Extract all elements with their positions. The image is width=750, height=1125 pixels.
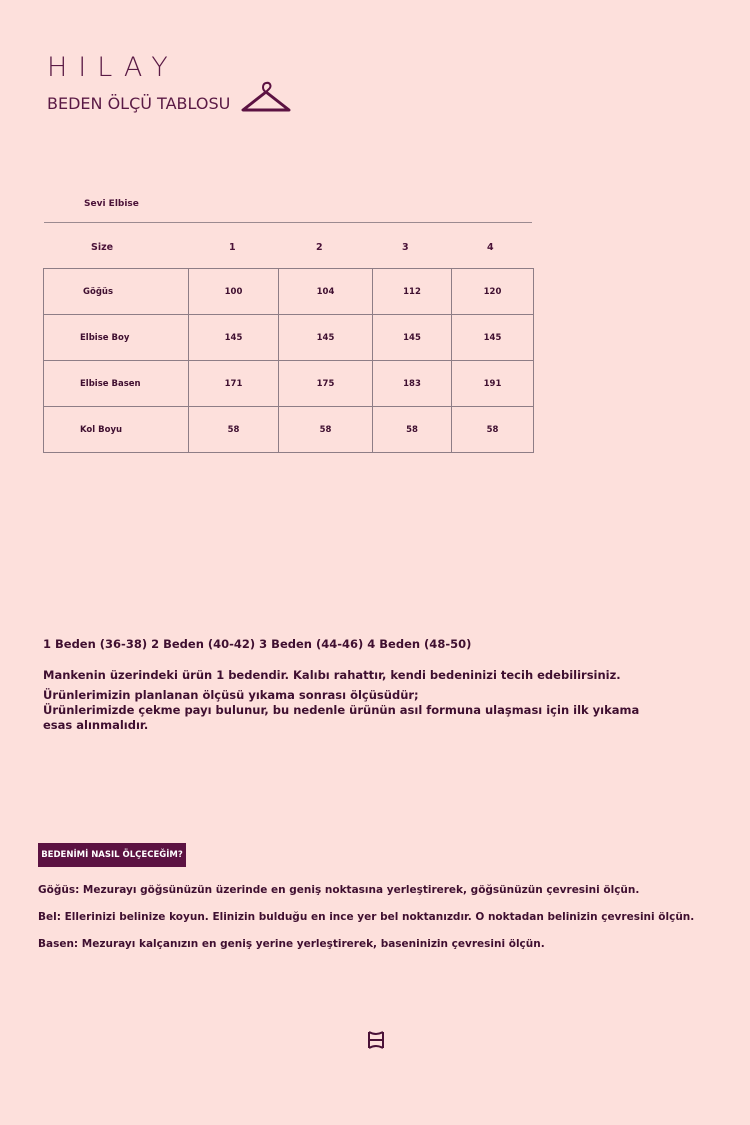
- table-cell: 112: [373, 269, 452, 315]
- row-label: Göğüs: [44, 269, 189, 315]
- table-row: [44, 361, 534, 407]
- table-cell: 191: [452, 361, 534, 407]
- table-cell: 58: [279, 407, 373, 453]
- howto-chest: Göğüs: Mezurayı göğsünüzün üzerinde en geniş noktasına yerleştirerek, göğsünüzün çevresini ölçün.: [38, 884, 640, 896]
- page-title: BEDEN ÖLÇÜ TABLOSU: [47, 94, 231, 113]
- howto-waist: Bel: Ellerinizi belinize koyun. Elinizin bulduğu en ince yer bel noktanızdır. O noktadan belinizin çevresini ölçün.: [38, 911, 695, 923]
- table-cell: 145: [452, 315, 534, 361]
- divider: [44, 222, 532, 223]
- table-row: [44, 407, 534, 453]
- table-cell: 58: [373, 407, 452, 453]
- table-cell: 183: [373, 361, 452, 407]
- table-cell: 145: [189, 315, 279, 361]
- table-row: [44, 269, 534, 315]
- wash-note-line-2: Ürünlerimizde çekme payı bulunur, bu nedenle ürünün asıl formuna ulaşması için ilk yıkama: [43, 703, 640, 717]
- row-label: Elbise Basen: [44, 361, 189, 407]
- hilay-monogram-icon: [366, 1030, 386, 1050]
- row-label: Elbise Boy: [44, 315, 189, 361]
- table-cell: 145: [373, 315, 452, 361]
- model-note: Mankenin üzerindeki ürün 1 bedendir. Kalıbı rahattır, kendi bedeninizi tecih edebilirsiniz.: [43, 668, 621, 682]
- table-cell: 171: [189, 361, 279, 407]
- size-table: [43, 268, 534, 453]
- table-cell: 58: [452, 407, 534, 453]
- size-column-3: 3: [402, 242, 409, 253]
- table-cell: 100: [189, 269, 279, 315]
- size-mapping-note: 1 Beden (36-38) 2 Beden (40-42) 3 Beden (44-46) 4 Beden (48-50): [43, 637, 472, 651]
- wash-note-line-1: Ürünlerimizin planlanan ölçüsü yıkama sonrası ölçüsüdür;: [43, 688, 419, 702]
- row-label: Kol Boyu: [44, 407, 189, 453]
- table-cell: 104: [279, 269, 373, 315]
- size-header-label: Size: [91, 242, 114, 253]
- product-name: Sevi Elbise: [84, 199, 139, 209]
- table-cell: 120: [452, 269, 534, 315]
- wash-note-line-3: esas alınmalıdır.: [43, 718, 149, 732]
- size-column-1: 1: [229, 242, 236, 253]
- hanger-icon: [240, 80, 292, 116]
- howto-hip: Basen: Mezurayı kalçanızın en geniş yerine yerleştirerek, baseninizin çevresini ölçün.: [38, 938, 545, 950]
- table-row: [44, 315, 534, 361]
- table-cell: 145: [279, 315, 373, 361]
- table-cell: 58: [189, 407, 279, 453]
- table-cell: 175: [279, 361, 373, 407]
- size-column-2: 2: [316, 242, 323, 253]
- how-to-measure-button[interactable]: BEDENİMİ NASIL ÖLÇECEĞİM?: [38, 843, 186, 867]
- brand-logo: HILAY: [47, 52, 179, 83]
- size-column-4: 4: [487, 242, 494, 253]
